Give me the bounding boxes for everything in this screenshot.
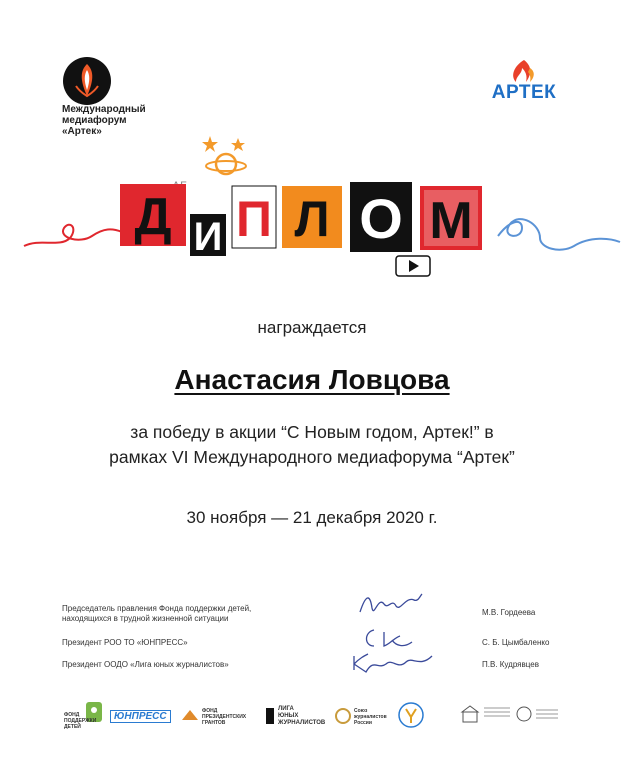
- signatory-name-2: С. Б. Цымбаленко: [482, 638, 550, 647]
- event-dates: 30 ноября — 21 декабря 2020 г.: [186, 508, 438, 527]
- title-letter-1: Д: [134, 188, 172, 246]
- title-letter-2: И: [193, 215, 223, 259]
- partner-emblem-icon: [398, 702, 424, 728]
- unesco-partner-logos-icon: [460, 702, 560, 728]
- star-icon: [231, 138, 245, 151]
- journalists-union-logo-icon: [334, 708, 352, 724]
- title-letter-3: П: [236, 191, 272, 247]
- title-letter-6: М: [429, 192, 473, 250]
- title-letter-4: Л: [294, 191, 330, 247]
- signatory-title-3: Президент ООДО «Лига юных журналистов»: [62, 660, 229, 669]
- grants-logo-icon: [180, 708, 200, 722]
- right-squiggle-decoration: [498, 219, 620, 250]
- left-squiggle-decoration: [24, 225, 122, 246]
- signatory-title-1: Председатель правления Фонда поддержки детей, находящихся в трудной жизненной ситуации: [62, 604, 252, 623]
- artek-logo-text: АРТЕК: [491, 82, 557, 103]
- signatory-title-2: Президент РОО ТО «ЮНПРЕСС»: [62, 638, 188, 647]
- junpress-logo: ЮНПРЕСС: [110, 710, 171, 723]
- awarded-label: награждается: [257, 318, 367, 337]
- signatory-name-3: П.В. Кудрявцев: [482, 660, 539, 669]
- star-icon: [202, 136, 218, 152]
- grants-logo-text: ФОНД ПРЕЗИДЕНТСКИХ ГРАНТОВ: [202, 708, 247, 726]
- title-letter-5: О: [359, 187, 403, 250]
- forum-logo-icon: [62, 56, 112, 106]
- forum-name: Международный медиафорум «Артек»: [62, 104, 146, 137]
- recipient-name: Анастасия Ловцова: [174, 364, 450, 395]
- diploma-title: [0, 128, 624, 298]
- journalists-union-logo-text: Союз журналистов России: [354, 708, 387, 726]
- league-logo-icon: [264, 706, 276, 726]
- children-fund-logo-text: ФОНД ПОДДЕРЖКИ ДЕТЕЙ: [64, 712, 97, 730]
- signature-3-icon: [348, 648, 438, 676]
- signatory-name-1: М.В. Гордеева: [482, 608, 536, 617]
- signature-1-icon: [356, 590, 426, 620]
- league-logo-text: ЛИГА ЮНЫХ ЖУРНАЛИСТОВ: [278, 706, 326, 726]
- award-reason: за победу в акции “С Новым годом, Артек!” в рамках VI Международного медиафорума “Артек”: [109, 422, 515, 467]
